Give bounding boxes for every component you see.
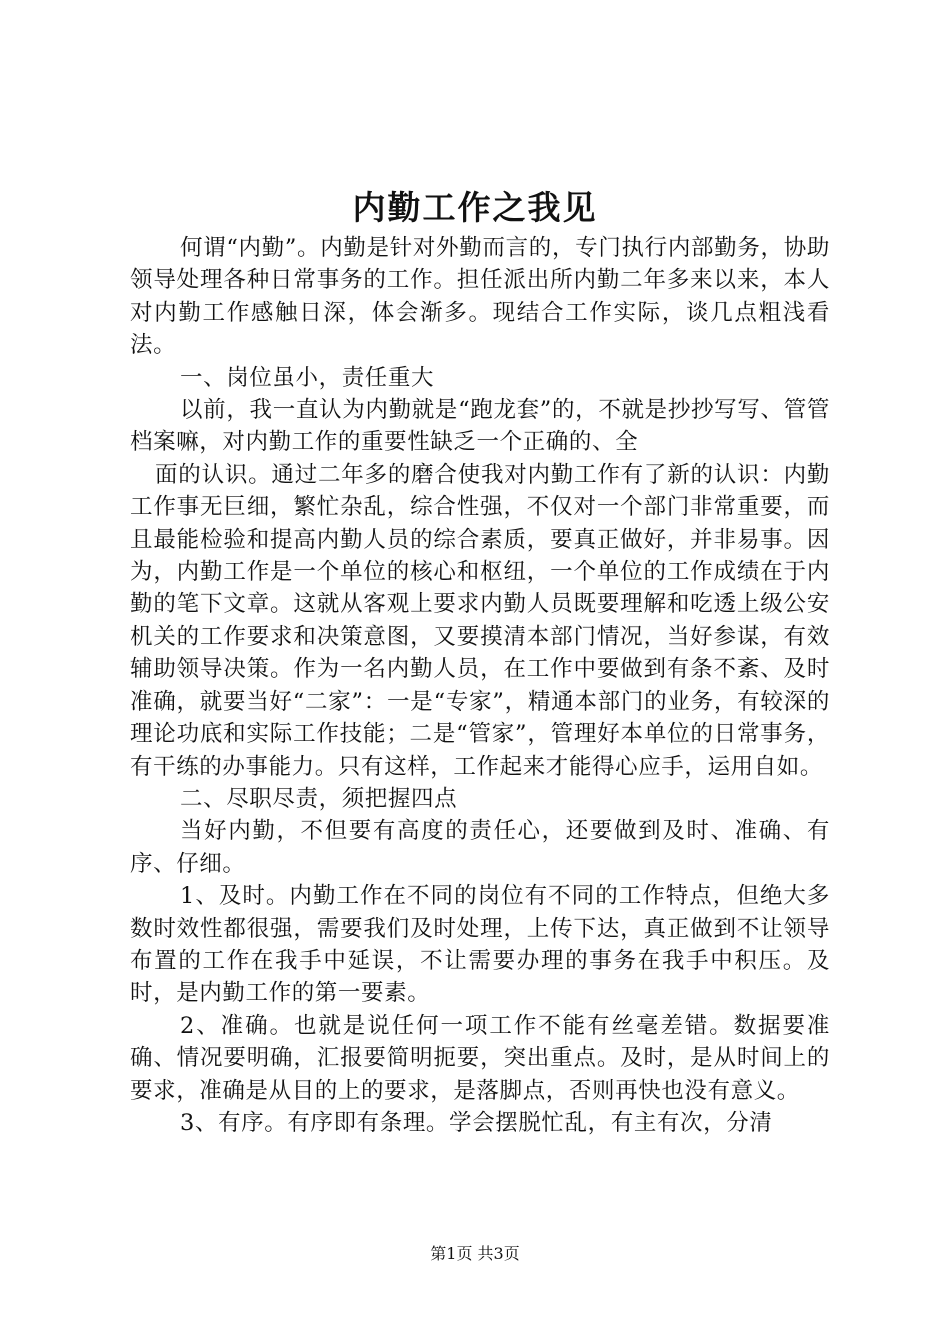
paragraph-intro: 何谓“内勤”。内勤是针对外勤而言的，专门执行内部勤务，协助领导处理各种日常事务的工作。担任派出所内勤二年多来以来，本人对内勤工作感触日深，体会渐多。现结合工作实际，谈几点粗浅看法。 (130, 235, 830, 359)
paragraph-1b: 面的认识。通过二年多的磨合使我对内勤工作有了新的认识：内勤工作事无巨细，繁忙杂乱，综合性强，不仅对一个部门非常重要，而且最能检验和提高内勤人员的综合素质，要真正做好，并非易事。因为，内勤工作是一个单位的核心和枢纽，一个单位的工作成绩在于内勤的笔下文章。这就从客观上要求内勤人员既要理解和吃透上级公安机关的工作要求和决策意图，又要摸清本部门情况，当好参谋，有效辅助领导决策。作为一名内勤人员，在工作中要做到有条不紊、及时准确，就要当好“二家”：一是“专家”，精通本部门的业务，有较深的理论功底和实际工作技能；二是“管家”，管理好本单位的日常事务，有干练的办事能力。只有这样，工作起来才能得心应手，运用自如。 (130, 461, 830, 780)
paragraph-point-1: 1、及时。内勤工作在不同的岗位有不同的工作特点，但绝大多数时效性都很强，需要我们及时处理，上传下达，真正做到不让领导布置的工作在我手中延误，不让需要办理的事务在我手中积压。及时，是内勤工作的第一要素。 (130, 883, 830, 1007)
page-footer: 第1页 共3页 (430, 1244, 520, 1263)
section-heading-1: 一、岗位虽小，责任重大 (180, 364, 435, 391)
paragraph-2-intro: 当好内勤，不但要有高度的责任心，还要做到及时、准确、有序、仔细。 (130, 818, 830, 877)
paragraph-point-3: 3、有序。有序即有条理。学会摆脱忙乱，有主有次，分清 (180, 1109, 773, 1136)
paragraph-1a: 以前，我一直认为内勤就是“跑龙套”的，不就是抄抄写写、管管档案嘛，对内勤工作的重要性缺乏一个正确的、全 (130, 397, 830, 456)
document-title: 内勤工作之我见 (352, 188, 598, 227)
section-heading-2: 二、尽职尽责，须把握四点 (180, 785, 458, 812)
paragraph-point-2: 2、准确。也就是说任何一项工作不能有丝毫差错。数据要准确、情况要明确，汇报要简明扼要，突出重点。及时，是从时间上的要求，准确是从目的上的要求，是落脚点，否则再快也没有意义。 (130, 1012, 830, 1104)
document-body (130, 232, 830, 1139)
